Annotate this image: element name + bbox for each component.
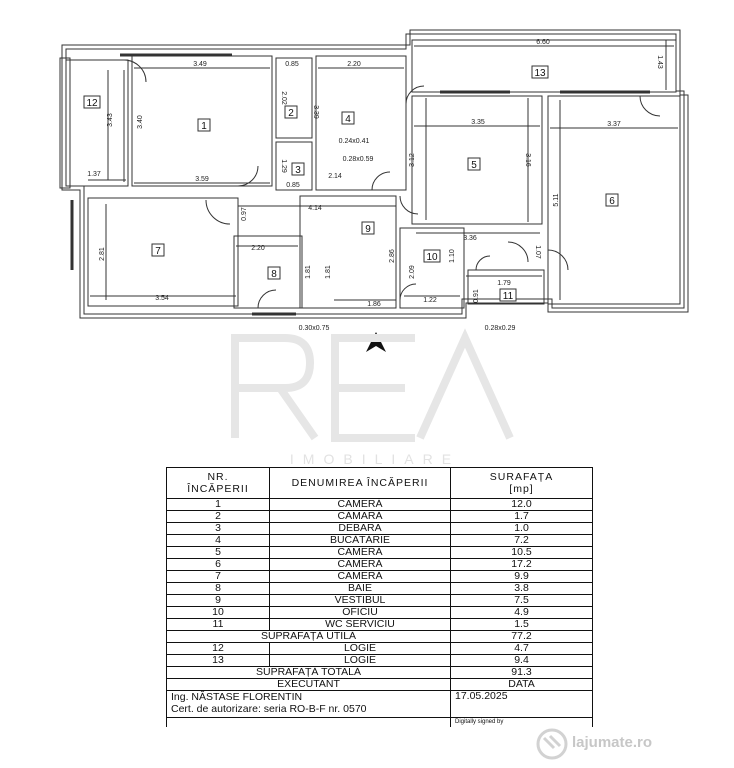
row-area: 1.7 bbox=[451, 511, 593, 523]
row-area: 3.8 bbox=[451, 583, 593, 595]
dim-1-07: 1.07 bbox=[534, 245, 541, 259]
row-area: 9.9 bbox=[451, 571, 593, 583]
row-area: 4.7 bbox=[451, 643, 593, 655]
col-header-nr: NR. ÎNCĂPERII bbox=[167, 468, 270, 499]
table-row bbox=[167, 547, 593, 559]
row-name: CAMERĂ bbox=[270, 571, 451, 583]
row-nr: 10 bbox=[167, 607, 270, 619]
dim-2-14: 2.14 bbox=[328, 173, 342, 180]
table-row bbox=[167, 583, 593, 595]
dim-1-22: 1.22 bbox=[423, 297, 437, 304]
room-label-13 bbox=[532, 66, 548, 79]
dim-3-49: 3.49 bbox=[193, 61, 207, 68]
svg-text:13: 13 bbox=[534, 68, 546, 79]
svg-text:7: 7 bbox=[155, 246, 161, 257]
dim-3-54: 3.54 bbox=[155, 295, 169, 302]
dim-2-86: 2.86 bbox=[389, 249, 396, 263]
dim-3-36: 3.36 bbox=[463, 235, 477, 242]
dim-0-85-b: 0.85 bbox=[286, 182, 300, 189]
row-name: BUCĂTĂRIE bbox=[270, 535, 451, 547]
executant-label: EXECUTANT bbox=[167, 679, 451, 691]
table-row bbox=[167, 571, 593, 583]
row-area: 7.5 bbox=[451, 595, 593, 607]
svg-text:12: 12 bbox=[86, 98, 98, 109]
row-nr: 1 bbox=[167, 499, 270, 511]
dim-0-24x0-41: 0.24x0.41 bbox=[338, 138, 370, 145]
row-nr: 13 bbox=[167, 655, 270, 667]
dim-1-10: 1.10 bbox=[449, 249, 456, 263]
dim-3-39: 3.39 bbox=[312, 105, 319, 119]
svg-text:IMOBILIARE: IMOBILIARE bbox=[289, 451, 461, 467]
dim-1-79: 1.79 bbox=[497, 280, 511, 287]
table-row bbox=[167, 523, 593, 535]
row-area: 12.0 bbox=[451, 499, 593, 511]
svg-text:5: 5 bbox=[471, 160, 477, 171]
dim-5-11: 5.11 bbox=[553, 193, 560, 207]
room-label-8 bbox=[268, 267, 280, 280]
row-area: 10.5 bbox=[451, 547, 593, 559]
table-row bbox=[167, 559, 593, 571]
dim-0-97: 0.97 bbox=[241, 207, 248, 221]
dim-3-37: 3.37 bbox=[607, 121, 621, 128]
date-label: DATA bbox=[451, 679, 593, 691]
dim-0-85: 0.85 bbox=[285, 61, 299, 68]
total-value: 91.3 bbox=[451, 667, 593, 679]
row-name: DEBARA bbox=[270, 523, 451, 535]
digital-signature-note: Digitally signed by bbox=[451, 718, 593, 728]
svg-text:6: 6 bbox=[609, 196, 615, 207]
table-row bbox=[167, 511, 593, 523]
dim-3-16: 3.16 bbox=[524, 153, 531, 167]
date-value: 17.05.2025 bbox=[451, 691, 593, 718]
dim-2-81: 2.81 bbox=[99, 247, 106, 261]
row-nr: 11 bbox=[167, 619, 270, 631]
table-row bbox=[167, 499, 593, 511]
certificate-text: Cert. de autorizare: seria RO-B-F nr. 0570 bbox=[171, 703, 367, 715]
dim-2-09: 2.09 bbox=[409, 265, 416, 279]
util-row bbox=[167, 631, 593, 643]
col-header-area: SURAFAȚA [mp] bbox=[451, 468, 593, 499]
dim-2-20-b: 2.20 bbox=[251, 245, 265, 252]
table-row bbox=[167, 655, 593, 667]
dim-4-14: 4.14 bbox=[308, 205, 322, 212]
util-value: 77.2 bbox=[451, 631, 593, 643]
util-label: SUPRAFAȚĂ UTILĂ bbox=[167, 631, 451, 643]
dim-1-81-a: 1.81 bbox=[305, 265, 312, 279]
row-nr: 7 bbox=[167, 571, 270, 583]
executant-header-row bbox=[167, 679, 593, 691]
table-row bbox=[167, 643, 593, 655]
dim-3-35: 3.35 bbox=[471, 119, 485, 126]
row-area: 9.4 bbox=[451, 655, 593, 667]
row-name: CAMERĂ bbox=[270, 499, 451, 511]
dim-0-30x0-75: 0.30x0.75 bbox=[298, 325, 330, 332]
row-area: 17.2 bbox=[451, 559, 593, 571]
dim-0-28x0-59: 0.28x0.59 bbox=[342, 156, 374, 163]
engineer-name: Ing. NĂSTASE FLORENTIN bbox=[171, 691, 303, 703]
room-label-2 bbox=[285, 106, 297, 119]
row-area: 4.9 bbox=[451, 607, 593, 619]
row-name: BAIE bbox=[270, 583, 451, 595]
table-row bbox=[167, 607, 593, 619]
svg-text:3: 3 bbox=[295, 165, 301, 176]
row-name: WC SERVICIU bbox=[270, 619, 451, 631]
row-nr: 4 bbox=[167, 535, 270, 547]
dim-3-43: 3.43 bbox=[107, 113, 114, 127]
row-nr: 12 bbox=[167, 643, 270, 655]
row-name: VESTIBUL bbox=[270, 595, 451, 607]
dim-1-81-b: 1.81 bbox=[325, 265, 332, 279]
row-nr: 5 bbox=[167, 547, 270, 559]
dim-3-59: 3.59 bbox=[195, 176, 209, 183]
room-label-11 bbox=[500, 289, 516, 302]
room-label-3 bbox=[292, 163, 304, 176]
row-nr: 2 bbox=[167, 511, 270, 523]
table-header-row bbox=[167, 468, 593, 499]
room-label-6 bbox=[606, 194, 618, 207]
row-name: OFICIU bbox=[270, 607, 451, 619]
room-label-12 bbox=[84, 96, 100, 109]
room-label-9 bbox=[362, 222, 374, 235]
north-arrow-icon bbox=[366, 332, 386, 352]
dim-1-86: 1.86 bbox=[367, 301, 381, 308]
row-nr: 9 bbox=[167, 595, 270, 607]
room-label-4 bbox=[342, 112, 354, 125]
dim-2-02: 2.02 bbox=[280, 91, 287, 105]
room-area-table bbox=[166, 467, 593, 727]
row-area: 1.5 bbox=[451, 619, 593, 631]
dim-1-37: 1.37 bbox=[87, 171, 101, 178]
dim-3-40: 3.40 bbox=[137, 115, 144, 129]
svg-text:8: 8 bbox=[271, 269, 277, 280]
row-name: LOGIE bbox=[270, 643, 451, 655]
row-area: 1.0 bbox=[451, 523, 593, 535]
room-label-5 bbox=[468, 158, 480, 171]
total-label: SUPRAFAȚĂ TOTALĂ bbox=[167, 667, 451, 679]
row-name: CĂMARĂ bbox=[270, 511, 451, 523]
dim-3-12: 3.12 bbox=[409, 153, 416, 167]
row-area: 7.2 bbox=[451, 535, 593, 547]
dim-1-29: 1.29 bbox=[280, 159, 287, 173]
svg-text:2: 2 bbox=[288, 108, 294, 119]
svg-text:9: 9 bbox=[365, 224, 371, 235]
executant-row bbox=[167, 691, 593, 718]
dim-1-43: 1.43 bbox=[656, 55, 663, 69]
table-row bbox=[167, 595, 593, 607]
svg-text:11: 11 bbox=[502, 291, 514, 302]
total-row bbox=[167, 667, 593, 679]
table-row bbox=[167, 535, 593, 547]
row-name: CAMERĂ bbox=[270, 547, 451, 559]
dim-0-28x0-29: 0.28x0.29 bbox=[484, 325, 516, 332]
table-row bbox=[167, 619, 593, 631]
row-nr: 8 bbox=[167, 583, 270, 595]
col-header-name: DENUMIREA ÎNCĂPERII bbox=[270, 468, 451, 499]
dim-6-60: 6.60 bbox=[536, 39, 550, 46]
row-name: CAMERĂ bbox=[270, 559, 451, 571]
room-label-10 bbox=[424, 250, 440, 263]
svg-text:10: 10 bbox=[426, 252, 438, 263]
row-name: LOGIE bbox=[270, 655, 451, 667]
room-label-1 bbox=[198, 119, 210, 132]
credit-site-text: lajumate.ro bbox=[572, 734, 653, 751]
row-nr: 3 bbox=[167, 523, 270, 535]
svg-text:4: 4 bbox=[345, 114, 351, 125]
row-nr: 6 bbox=[167, 559, 270, 571]
dim-0-91: 0.91 bbox=[473, 289, 480, 303]
room-label-7 bbox=[152, 244, 164, 257]
dim-2-20: 2.20 bbox=[347, 61, 361, 68]
svg-text:1: 1 bbox=[201, 121, 207, 132]
